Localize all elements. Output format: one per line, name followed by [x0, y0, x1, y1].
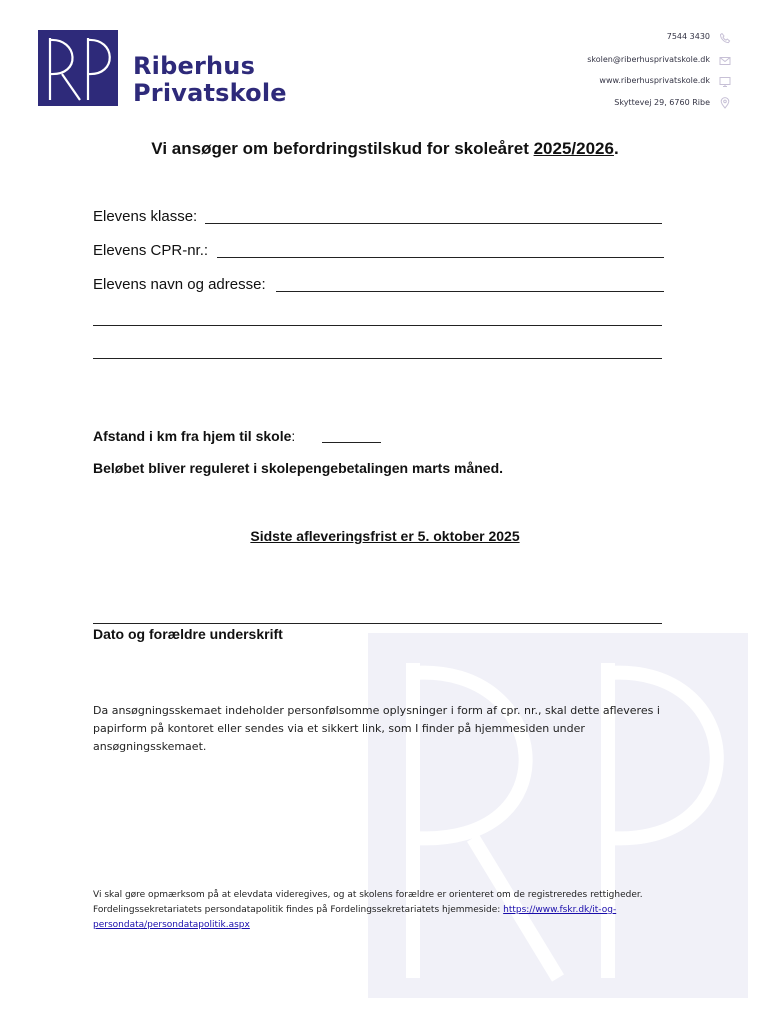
distance-input-line[interactable]	[322, 442, 381, 443]
privacy-note: Da ansøgningsskemaet indeholder personfølsomme oplysninger i form af cpr. nr., skal dette afleveres i papirform på kontoret eller sendes via et sikkert link, som I finder på hjemmesiden under ansøgningsskemaet.	[93, 704, 660, 753]
footer-line2: Fordelingssekretariatets persondatapolitik findes på Fordelingssekretariatets hjemmeside:	[93, 905, 504, 915]
amount-note: Beløbet bliver reguleret i skolepengebetalingen marts måned.	[93, 460, 504, 476]
cpr-input-line[interactable]	[217, 257, 664, 258]
logo-watermark	[368, 633, 748, 998]
logo-mark	[38, 30, 118, 106]
cpr-field	[93, 242, 208, 259]
class-label: Elevens klasse:	[93, 208, 198, 225]
class-field	[93, 208, 197, 225]
contact-website: www.riberhusprivatskole.dk	[599, 76, 710, 85]
school-name-line2: Privatskole	[133, 79, 287, 107]
contact-email: skolen@riberhusprivatskole.dk	[587, 55, 710, 64]
class-input-line[interactable]	[205, 223, 662, 224]
signature-line[interactable]	[93, 623, 662, 624]
school-name-line1: Riberhus	[133, 52, 256, 80]
privacy-policy-link[interactable]: https://www.fskr.dk/it-og-	[503, 905, 617, 915]
distance-field: Afstand i km fra hjem til skole:	[93, 428, 296, 444]
location-pin-icon	[719, 97, 731, 109]
address-input-line-3[interactable]	[93, 358, 662, 359]
footer-note	[93, 888, 693, 933]
address-input-line-2[interactable]	[93, 325, 662, 326]
privacy-policy-link-cont[interactable]: persondata/persondatapolitik.aspx	[93, 920, 250, 930]
page-title: Vi ansøger om befordringstilskud for skoleåret 2025/2026.	[151, 139, 619, 158]
name-address-input-line[interactable]	[276, 291, 664, 292]
name-address-label: Elevens navn og adresse:	[93, 276, 266, 293]
monitor-icon	[719, 76, 731, 88]
signature-label: Dato og forældre underskrift	[93, 626, 283, 642]
phone-icon	[719, 32, 731, 44]
contact-address: Skyttevej 29, 6760 Ribe	[614, 98, 710, 107]
envelope-icon	[719, 55, 731, 67]
cpr-label: Elevens CPR-nr.:	[93, 242, 209, 259]
contact-phone: 7544 3430	[666, 32, 710, 41]
deadline-notice: Sidste afleveringsfrist er 5. oktober 2025	[250, 528, 520, 544]
distance-label: Afstand i km fra hjem til skole	[93, 428, 292, 444]
footer-line1: Vi skal gøre opmærksom på at elevdata videregives, og at skolens forældre er orienteret om de registreredes rettigheder.	[93, 890, 643, 900]
name-address-field	[93, 276, 266, 293]
school-year: 2025/2026	[533, 139, 614, 158]
